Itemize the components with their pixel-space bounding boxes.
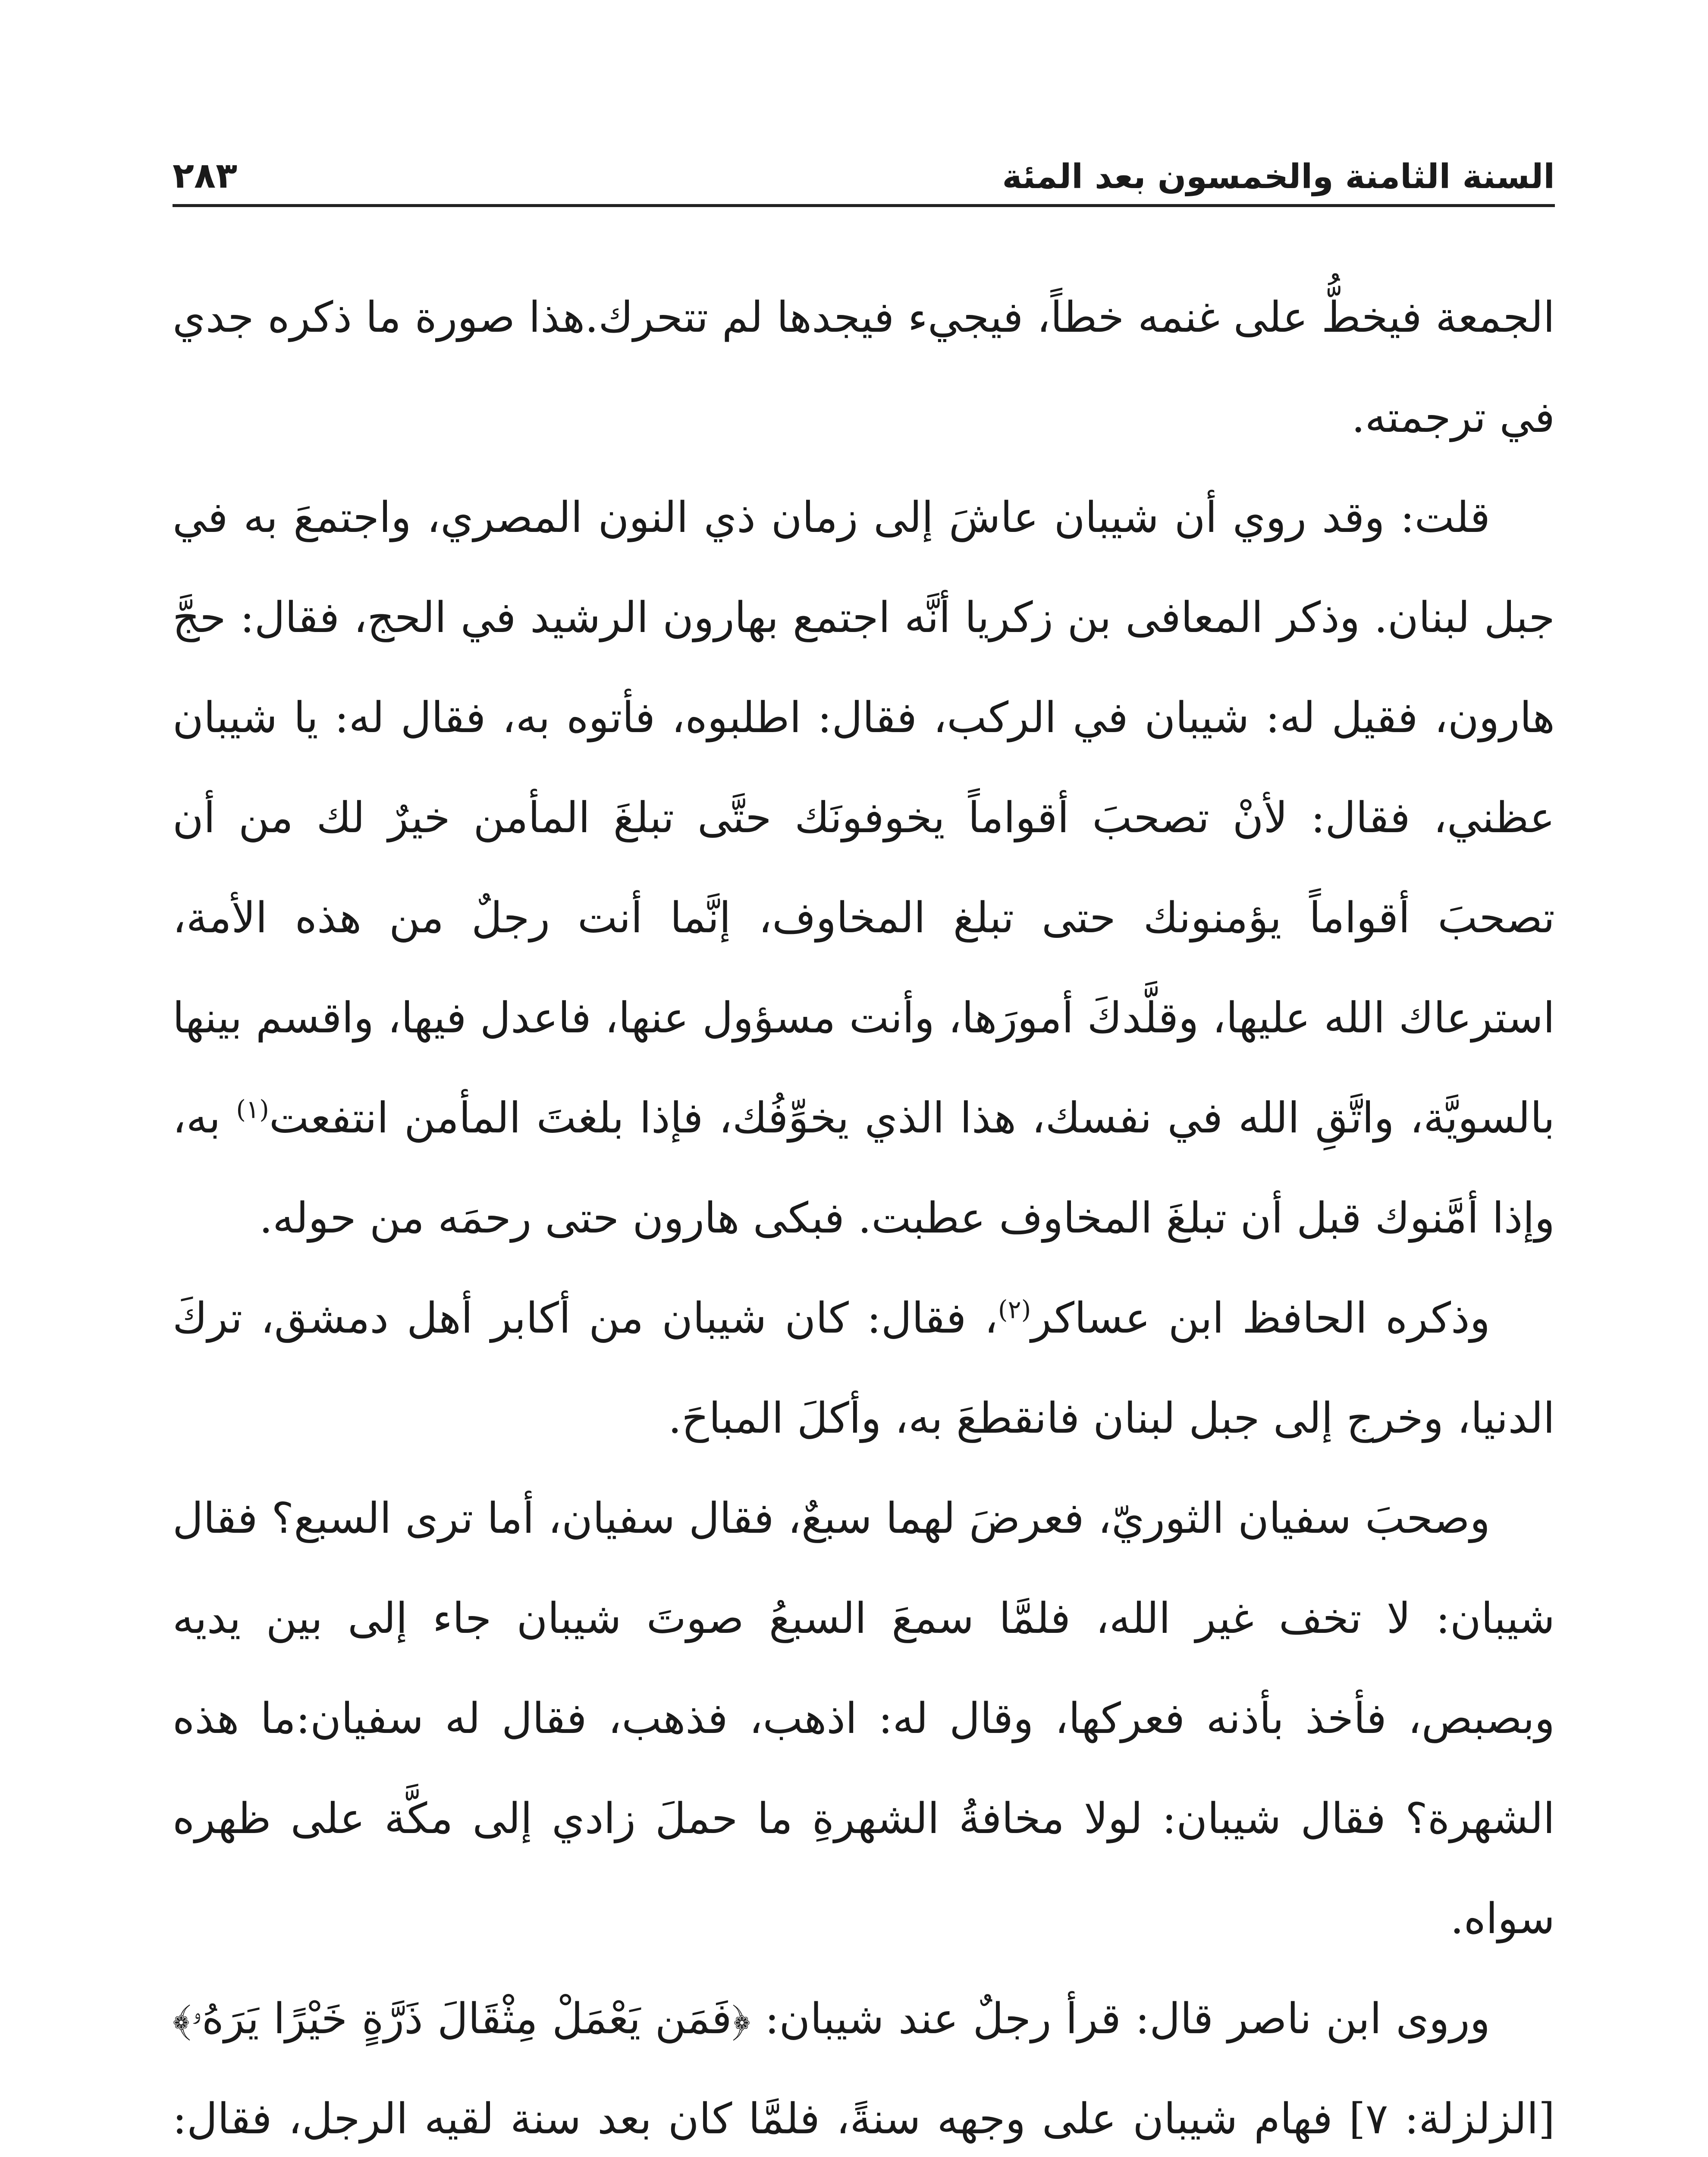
paragraph-5 xyxy=(173,1969,1555,2157)
paragraph-3-text-b: ، فقال: كان شيبان من أكابر أهل دمشق، تركَ الدنيا، وخرج إلى جبل لبنان فانقطعَ به، وأكلَ المباحَ. xyxy=(173,1294,1555,1443)
main-text xyxy=(173,267,1555,2157)
paragraph-4: وصحبَ سفيان الثوريّ، فعرضَ لهما سبعٌ، فقال سفيان، أما ترى السبع؟ فقال شيبان: لا تخف غير الله، فلمَّا سمعَ السبعُ صوتَ شيبان جاء إلى بين يديه وبصبص، فأخذ بأذنه فعركها، وقال له: اذهب، فذهب، فقال له سفيان:ما هذه الشهرة؟ فقال شيبان: لولا مخافةُ الشهرةِ ما حملَ زادي إلى مكَّة على ظهره سواه. xyxy=(173,1494,1555,1943)
page-number: ٢٨٣ xyxy=(173,155,238,196)
footnote-marker-2[interactable]: (٢) xyxy=(998,1295,1031,1324)
quran-verse: ﴿فَمَن يَعْمَلْ مِثْقَالَ ذَرَّةٍ خَيْرًا يَرَهُۥ﴾ xyxy=(173,1994,751,2044)
paragraph-2-text-a: قلت: وقد روي أن شيبان عاشَ إلى زمان ذي النون المصري، واجتمعَ به في جبل لبنان. وذكر المعافى بن زكريا أنَّه اجتمع بهارون الرشيد في الحج، فقال: حجَّ هارون، فقيل له: شيبان في الركب، فقال: اطلبوه، فأتوه به، فقال له: يا شيبان عظني، فقال: لأنْ تصحبَ أقواماً يخوفونَك حتَّى تبلغَ المأمن خيرٌ لك من أن تصحبَ أقواماً يؤمنونك حتى تبلغ المخاوف، إنَّما أنت رجلٌ من هذه الأمة، استرعاك الله عليها، وقلَّدكَ أمورَها، وأنت مسؤول عنها، فاعدل فيها، واقسم بينها بالسويَّة، واتَّقِ الله في نفسك، هذا الذي يخوِّفُك، فإذا بلغتَ المأمن انتفعت xyxy=(173,493,1555,1143)
paragraph-3-text-a: وذكره الحافظ ابن عساكر xyxy=(1031,1294,1490,1343)
paragraph-2 xyxy=(173,468,1555,1268)
paragraph-2-text-b: به، وإذا أمَّنوك قبل أن تبلغَ المخاوف عطبت. فبكى هارون حتى رحمَه من حوله. xyxy=(173,1094,1555,1243)
book-page xyxy=(173,142,1555,2157)
paragraph-3 xyxy=(173,1268,1555,1468)
running-header xyxy=(173,142,1555,207)
paragraph-5-text-b: [الزلزلة: ٧] فهام شيبان على وجهه سنةً، فلمَّا كان بعد سنة لقيه الرجل، فقال: xyxy=(173,2094,1555,2144)
footnote-marker-1[interactable]: (١) xyxy=(236,1094,269,1124)
chapter-running-title: السنة الثامنة والخمسون بعد المئة xyxy=(1002,157,1555,196)
paragraph-1: الجمعة فيخطُّ على غنمه خطاً، فيجيء فيجدها لم تتحرك.هذا صورة ما ذكره جدي في ترجمته. xyxy=(173,293,1555,442)
paragraph-5-text-a: وروى ابن ناصر قال: قرأ رجلٌ عند شيبان: xyxy=(750,1994,1490,2044)
